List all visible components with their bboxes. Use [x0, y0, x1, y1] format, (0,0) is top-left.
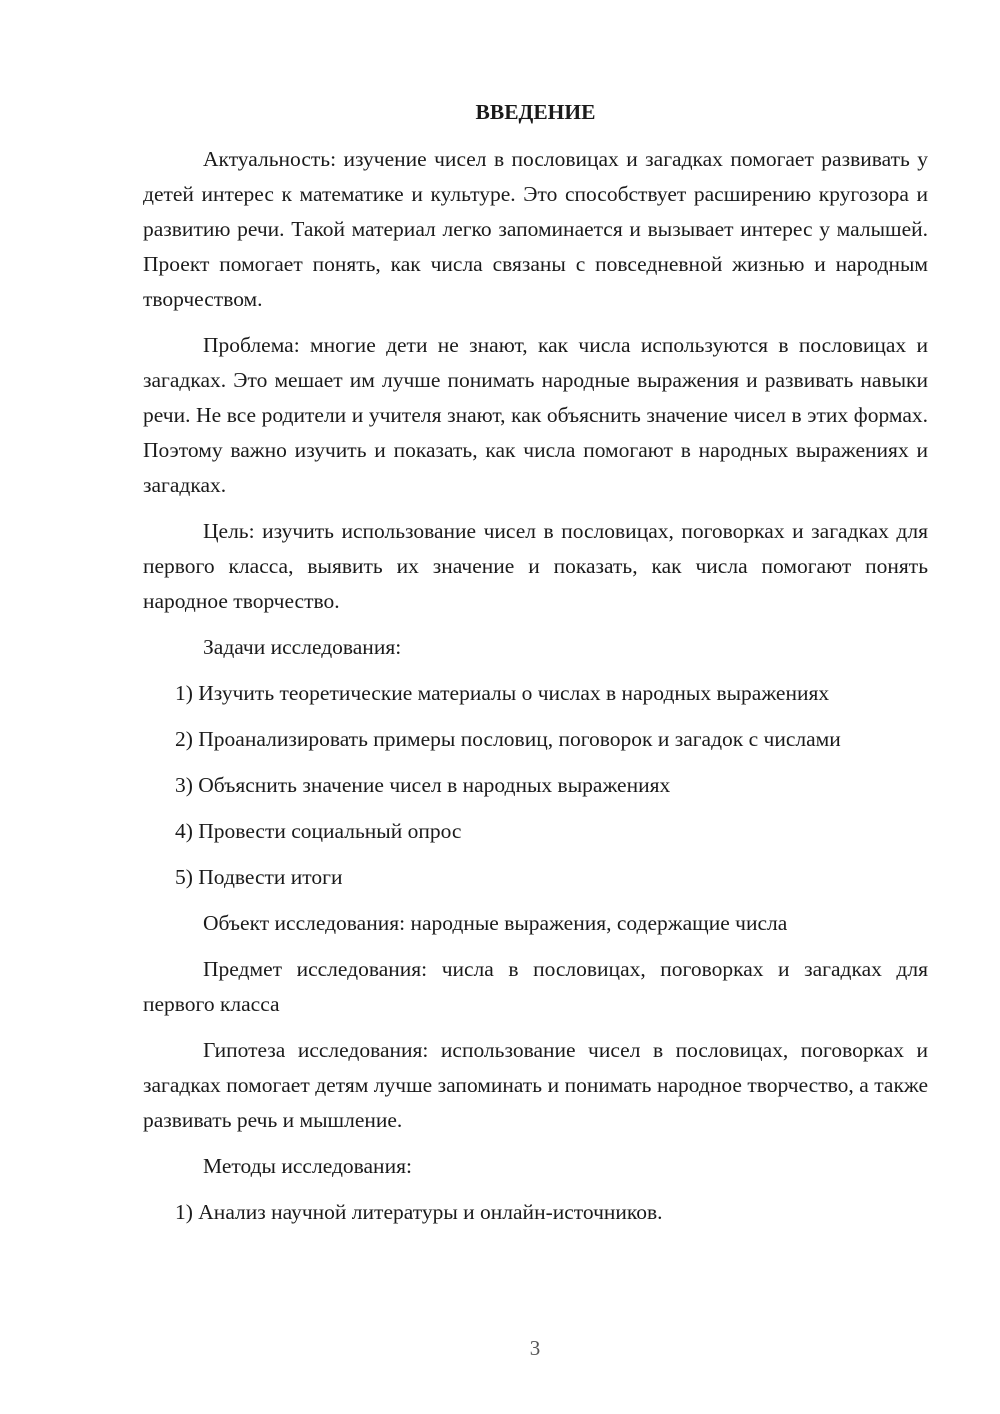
- task-item: 5) Подвести итоги: [175, 865, 343, 889]
- section-title: ВВЕДЕНИЕ: [475, 100, 596, 124]
- task-item: 3) Объяснить значение чисел в народных выражениях: [175, 773, 671, 797]
- problem-paragraph: Проблема: многие дети не знают, как числа используются в пословицах и загадках. Это мешает им лучше понимать народные выражения и развивать навыки речи. Не все родители и учителя знают, как объяснить значение чисел в этих формах. Поэтому важно изучить и показать, как числа помогают в народных выражениях и загадках.: [143, 333, 928, 497]
- subject-paragraph: Предмет исследования: числа в пословицах, поговорках и загадках для первого класса: [143, 957, 928, 1016]
- task-item: 2) Проанализировать примеры пословиц, поговорок и загадок с числами: [175, 727, 841, 751]
- hypothesis-paragraph: Гипотеза исследования: использование чисел в пословицах, поговорках и загадках помогает детям лучше запоминать и понимать народное творчество, а также развивать речь и мышление.: [143, 1038, 928, 1132]
- relevance-paragraph: Актуальность: изучение чисел в пословицах и загадках помогает развивать у детей интерес к математике и культуре. Это способствует расширению кругозора и развитию речи. Такой материал легко запоминается и вызывает интерес у малышей. Проект помогает понять, как числа связаны с повседневной жизнью и народным творчеством.: [143, 147, 928, 311]
- method-item: 1) Анализ научной литературы и онлайн-источников.: [175, 1200, 663, 1224]
- methods-heading: Методы исследования:: [203, 1154, 412, 1178]
- task-item: 4) Провести социальный опрос: [175, 819, 462, 843]
- task-item: 1) Изучить теоретические материалы о числах в народных выражениях: [175, 681, 830, 705]
- page-number: 3: [529, 1336, 541, 1360]
- object-paragraph: Объект исследования: народные выражения, содержащие числа: [203, 911, 788, 935]
- tasks-heading: Задачи исследования:: [203, 635, 402, 659]
- goal-paragraph: Цель: изучить использование чисел в пословицах, поговорках и загадках для первого класса, выявить их значение и показать, как числа помогают понять народное творчество.: [143, 519, 928, 613]
- document-page: [143, 95, 928, 1241]
